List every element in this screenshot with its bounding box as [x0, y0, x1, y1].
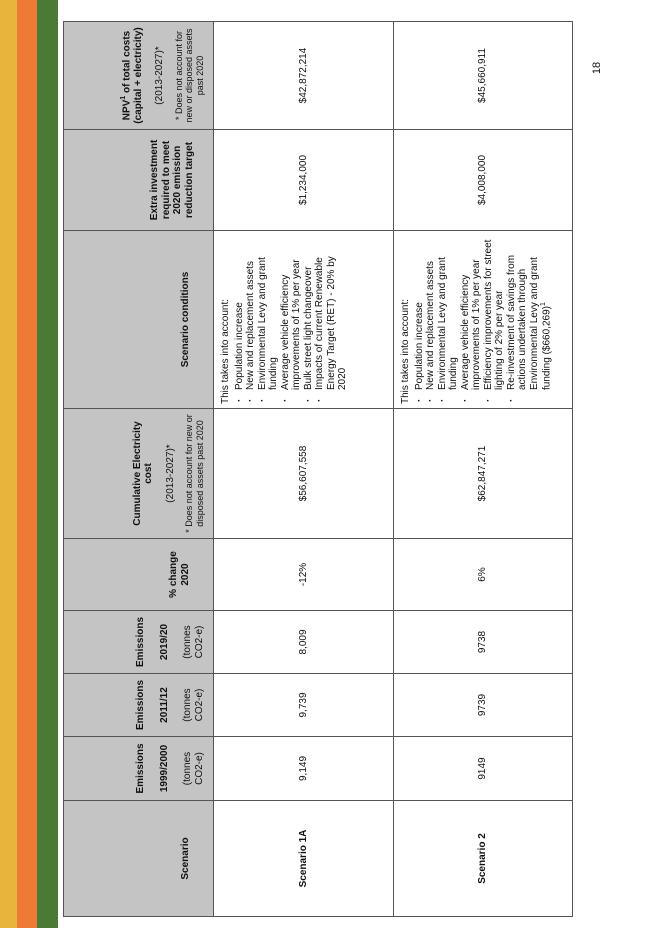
- list-item: · Bulk street light changeover: [303, 235, 315, 404]
- list-item: · New and replacement assets: [425, 235, 437, 404]
- conditions-list: [414, 235, 553, 404]
- cumulative-cost-value: $56,607,558: [214, 409, 394, 539]
- conditions-intro: This takes into account:: [220, 298, 231, 404]
- scenario-conditions-cell: [214, 231, 394, 409]
- percent-change-value: -12%: [214, 539, 394, 611]
- list-item: · Population increase: [234, 235, 246, 404]
- scenario-name: Scenario 1A: [214, 801, 394, 917]
- header-scenario-conditions: Scenario conditions: [64, 231, 214, 409]
- table-row: [214, 22, 394, 917]
- header-cumulative-cost: Cumulative Electricity cost (2013-2027)* * Does not account for new or disposed assets past 2020: [64, 409, 214, 539]
- list-item: · Efficiency improvements for street lighting of 2% per year: [483, 235, 506, 404]
- list-item: · Environmental Levy and grant funding: [257, 235, 280, 404]
- header-extra-investment: Extra investment required to meet 2020 emission reduction target: [64, 130, 214, 231]
- cumulative-cost-value: $62,847,271: [394, 409, 573, 539]
- scenario-conditions-cell: [394, 231, 573, 409]
- emissions-2019-value: 8,009: [214, 611, 394, 674]
- list-item: · Environmental Levy and grant funding: [437, 235, 460, 404]
- list-item: · Re-investment of savings from actions undertaken through Environmental Levy and grant funding ($660,269)$^1$: [506, 235, 553, 404]
- emissions-2019-value: 9738: [394, 611, 573, 674]
- scenario-comparison-table: [63, 21, 573, 917]
- green-side-stripe: [37, 0, 58, 928]
- rotated-table-container: [63, 22, 572, 917]
- scenario-name: Scenario 2: [394, 801, 573, 917]
- header-emissions-1999: Emissions 1999/2000 (tonnes CO2-e): [64, 737, 214, 801]
- emissions-1999-value: 9,149: [214, 737, 394, 801]
- orange-side-stripe: [17, 0, 37, 928]
- list-item: · Average vehicle efficiency improvements of 1% per year: [280, 235, 303, 404]
- emissions-2011-value: 9739: [394, 674, 573, 737]
- header-row: [64, 22, 214, 917]
- conditions-list: [234, 235, 349, 404]
- list-item: · Average vehicle efficiency improvements of 1% per year: [460, 235, 483, 404]
- header-emissions-2011: Emissions 2011/12 (tonnes CO2-e): [64, 674, 214, 737]
- list-item: · New and replacement assets: [245, 235, 257, 404]
- yellow-side-stripe: [0, 0, 17, 928]
- extra-investment-value: $4,008,000: [394, 130, 573, 231]
- emissions-2011-value: 9,739: [214, 674, 394, 737]
- emissions-1999-value: 9149: [394, 737, 573, 801]
- list-item: · Impacts of current Renewable Energy Target (RET) - 20% by 2020: [314, 235, 349, 404]
- percent-change-value: 6%: [394, 539, 573, 611]
- header-percent-change: % change 2020: [64, 539, 214, 611]
- conditions-intro: This takes into account:: [400, 298, 411, 404]
- footnote-marker: 1: [540, 302, 547, 307]
- header-emissions-2019: Emissions 2019/20 (tonnes CO2-e): [64, 611, 214, 674]
- npv-value: $42,872,214: [214, 22, 394, 130]
- list-item: · Population increase: [414, 235, 426, 404]
- page-number: 18: [591, 61, 603, 75]
- table-row: [394, 22, 573, 917]
- npv-value: $45,660,911: [394, 22, 573, 130]
- extra-investment-value: $1,234,000: [214, 130, 394, 231]
- header-npv: NPV$^1$ of total costs (capital + electricity) (2013-2027)* * Does not account for new or disposed assets past 2020: [64, 22, 214, 130]
- header-scenario: Scenario: [64, 801, 214, 917]
